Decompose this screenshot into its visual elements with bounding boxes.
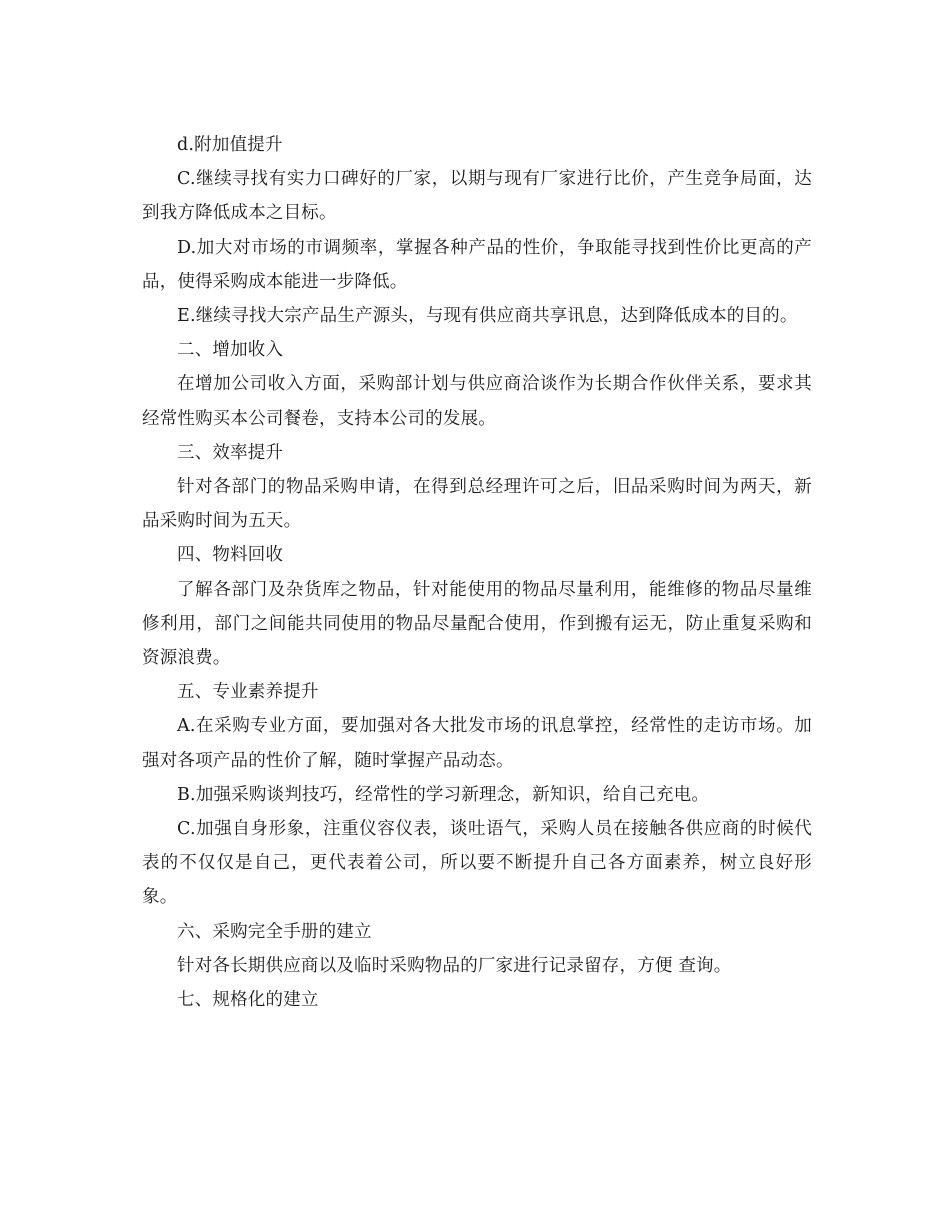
item-c-self-image: C.加强自身形象，注重仪容仪表，谈吐语气，采购人员在接触各供应商的时候代表的不仅仅是自己，更代表着公司，所以要不断提升自己各方面素养，树立良好形象。 (142, 819, 812, 908)
section-6-body: 针对各长期供应商以及临时采购物品的厂家进行记录留存，方便 查询。 (177, 955, 732, 976)
item-d-market-survey: D.加大对市场的市调频率，掌握各种产品的性价，争取能寻找到性价比更高的产品，使得采购成本能进一步降低。 (142, 237, 812, 292)
section-heading-3: 三、效率提升 (177, 442, 284, 463)
item-c-find-manufacturers: C.继续寻找有实力口碑好的厂家，以期与现有厂家进行比价，产生竞争局面，达到我方降低成本之目标。 (142, 169, 812, 224)
section-heading-5: 五、专业素养提升 (177, 682, 319, 703)
section-heading-7: 七、规格化的建立 (177, 990, 319, 1011)
section-4-body: 了解各部门及杂货库之物品，针对能使用的物品尽量利用，能维修的物品尽量维修利用，部门之间能共同使用的物品尽量配合使用，作到搬有运无，防止重复采购和资源浪费。 (142, 579, 812, 669)
item-e-bulk-sources: E.继续寻找大宗产品生产源头，与现有供应商共享讯息，达到降低成本的目的。 (177, 306, 798, 327)
document-body (142, 128, 812, 1017)
item-a-professional: A.在采购专业方面，要加强对各大批发市场的讯息掌控，经常性的走访市场。加强对各项产品的性价了解，随时掌握产品动态。 (142, 716, 812, 771)
item-b-negotiation: B.加强采购谈判技巧，经常性的学习新理念，新知识，给自己充电。 (177, 784, 710, 805)
section-3-body: 针对各部门的物品采购申请，在得到总经理许可之后，旧品采购时间为两天，新品采购时间为五天。 (142, 477, 812, 532)
section-heading-2: 二、增加收入 (177, 340, 284, 361)
item-d-value-added: d.附加值提升 (177, 135, 283, 155)
section-heading-6: 六、采购完全手册的建立 (177, 921, 372, 942)
section-2-body: 在增加公司收入方面，采购部计划与供应商洽谈作为长期合作伙伴关系，要求其经常性购买本公司餐卷，支持本公司的发展。 (142, 374, 812, 429)
section-heading-4: 四、物料回收 (177, 545, 284, 566)
